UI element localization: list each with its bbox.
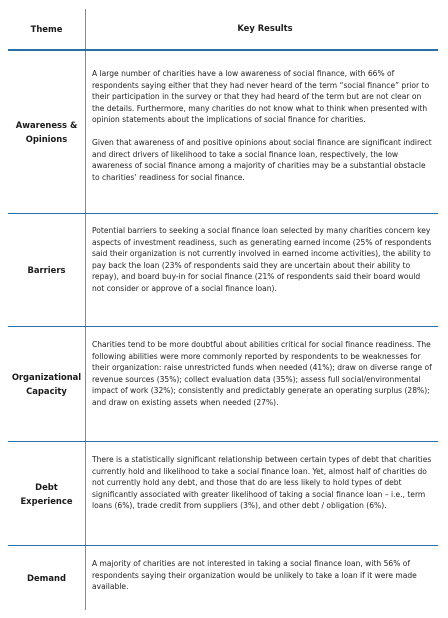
results-paragraph: Potential barriers to seeking a social finance loan selected by many charities concern key aspects of investment readiness, such as generating earned income (25% of respondents said their organization is not currently involved in earned income activities), the ability to pay back the loan (23% of respondents said they are uncertain about their ability to repay), and board buy-in for social finance (21% of respondents said their board would not consider or approve of a social finance loan).: [92, 226, 432, 293]
results-paragraph: Charities tend to be more doubtful about abilities critical for social finance readiness. The following abilities were more commonly reported by respondents to be weaknesses for their organization: raise unrestricted funds when needed (41%); draw on diverse range of revenue sources (35%); collect evaluation data (35%); assess full social/environmental impact of work (32%); consistently and predictably generate an operating surplus (28%); and draw on existing assets when needed (27%).: [92, 340, 432, 407]
theme-cell: Debt Experience: [20, 481, 73, 506]
theme-cell: Awareness & Opinions: [15, 120, 78, 144]
results-cell: [86, 214, 438, 326]
theme-cell: Barriers: [27, 265, 66, 275]
theme-cell: Demand: [27, 573, 66, 583]
table-row-awareness: [8, 51, 438, 214]
table-row-debt-experience: [8, 442, 438, 546]
results-paragraph: A large number of charities have a low awareness of social finance, with 66% of respondents saying either that they had never heard of the term “social finance” prior to their participation in the survey or that they had heard of the term but are not clear on the details. Furthermore, many charities do not know what to think when presented with opinion statements about the implications of social finance for charities.: [92, 69, 430, 125]
results-cell: [86, 442, 438, 545]
key-results-table: [8, 9, 438, 610]
results-paragraph: There is a statistically significant relationship between certain types of debt that charities currently hold and likelihood to take a social finance loan. Yet, almost half of charities do not currently hold any debt, and those that do are less likely to hold types of debt significantly associated with greater likelihood of taking a social finance loan – i.e., term loans (6%), trade credit from suppliers (3%), and other debt / obligation (6%).: [92, 455, 432, 511]
results-cell: [86, 51, 438, 213]
table-row-barriers: [8, 214, 438, 327]
table-row-demand: [8, 546, 438, 610]
theme-cell: Organizational Capacity: [11, 372, 82, 396]
table-header-row: [8, 9, 438, 51]
table-row-organizational-capacity: [8, 327, 438, 442]
results-paragraph: A majority of charities are not interested in taking a social finance loan, with 56% of respondents saying their organization would be unlikely to take a loan if it were made available.: [92, 559, 417, 592]
theme-column-header: Theme: [30, 24, 63, 34]
key-results-column-header: Key Results: [237, 23, 293, 34]
results-paragraph: Given that awareness of and positive opinions about social finance are significant indirect and direct drivers of likelihood to take a social finance loan, respectively, the low awareness of social finance among a majority of charities may be a substantial obstacle to charities’ readiness for social finance.: [92, 137, 432, 182]
results-cell: [86, 327, 438, 441]
results-cell: [86, 546, 438, 610]
